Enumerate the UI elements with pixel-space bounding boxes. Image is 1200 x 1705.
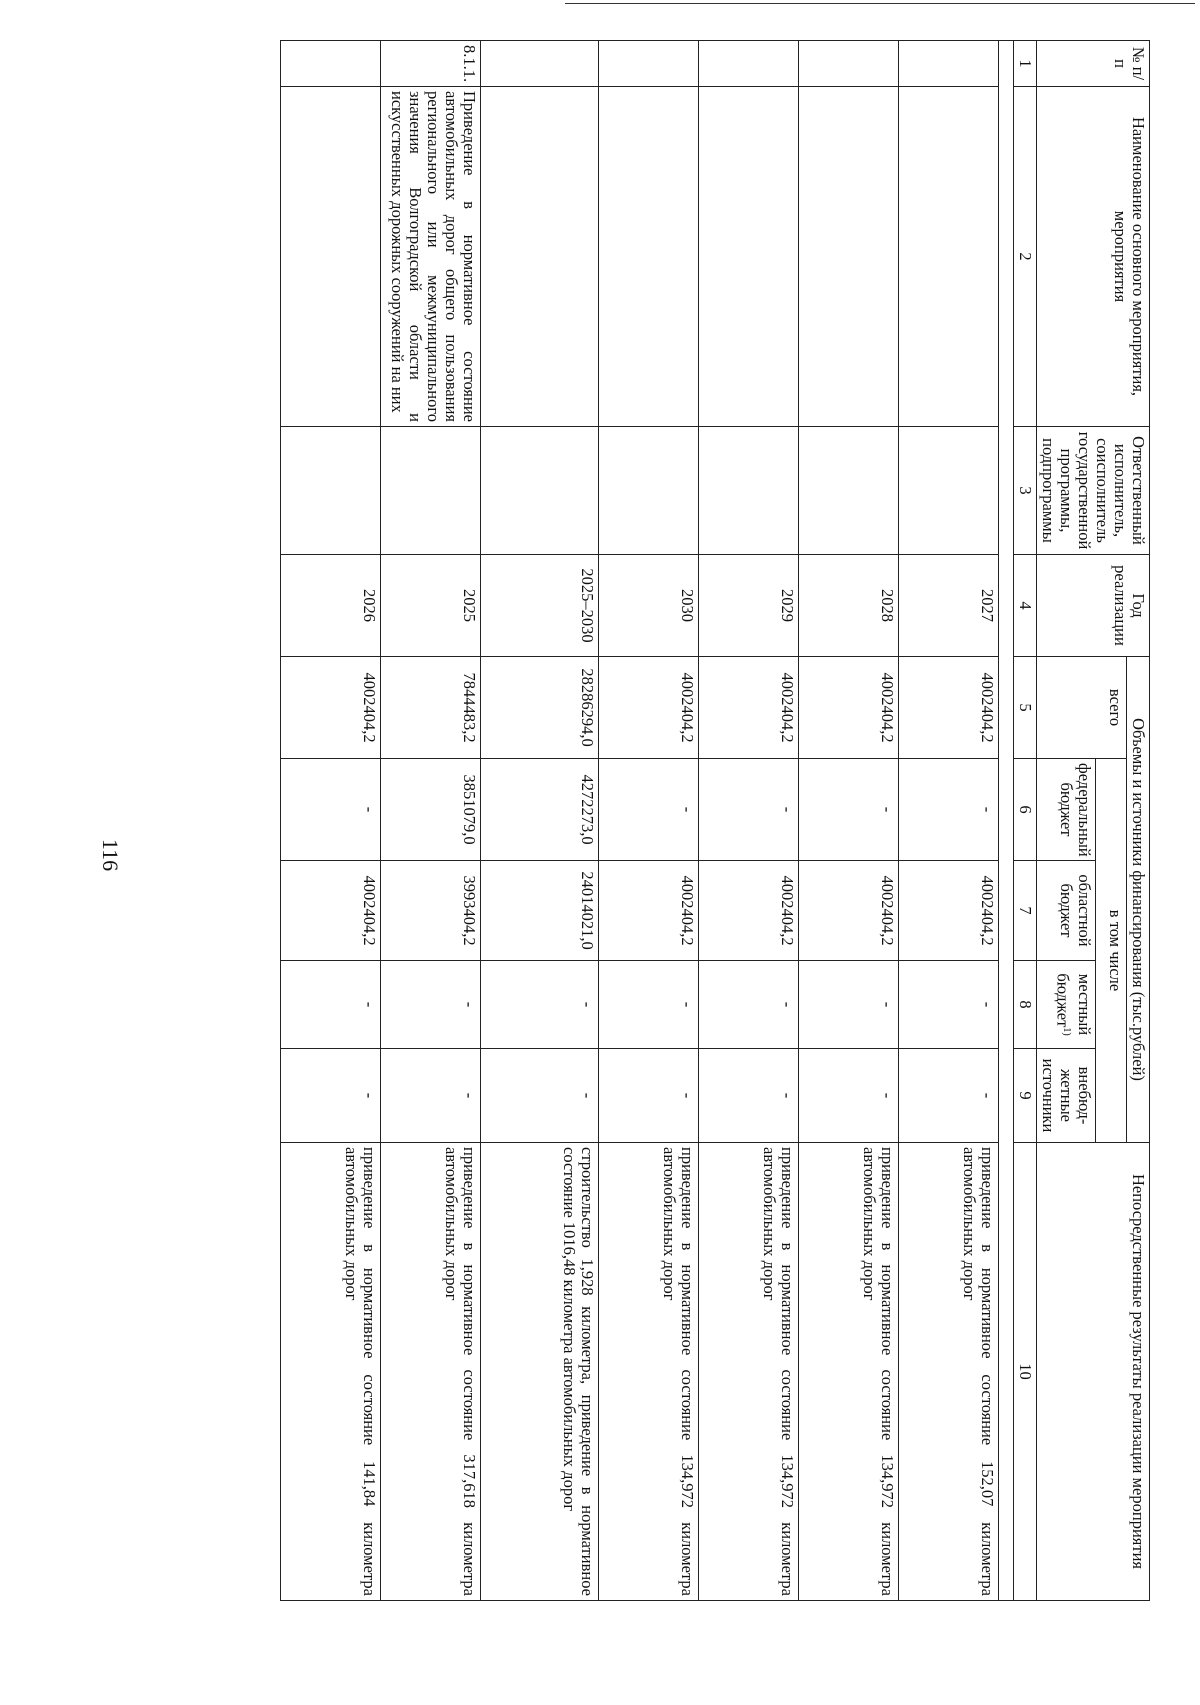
- column-number: 8: [1014, 961, 1037, 1049]
- row-name: [699, 87, 799, 427]
- column-number: 9: [1014, 1049, 1037, 1143]
- header-extra: внебюд-жетные источники: [1037, 1049, 1096, 1143]
- table-row: [899, 41, 999, 1601]
- row-year: 2028: [799, 555, 899, 657]
- row-executor: [899, 427, 999, 555]
- row-no: [899, 41, 999, 87]
- header-executor: Ответственный исполнитель, соисполнитель государственной программы, подпрограммы: [1037, 427, 1150, 555]
- table-row: [699, 41, 799, 1601]
- row-executor: [481, 427, 599, 555]
- row-total: 4002404,2: [281, 657, 381, 759]
- row-year: 2029: [699, 555, 799, 657]
- row-result: приведение в нормативное состояние 134,972 километра автомобильных дорог: [799, 1143, 899, 1601]
- row-extra: -: [281, 1049, 381, 1143]
- row-executor: [281, 427, 381, 555]
- row-extra: -: [699, 1049, 799, 1143]
- column-number: 1: [1014, 41, 1037, 87]
- column-number: 7: [1014, 861, 1037, 961]
- row-year: 2025–2030: [481, 555, 599, 657]
- header-total: всего: [1037, 657, 1127, 759]
- row-federal: 4272273,0: [481, 759, 599, 861]
- header-local-sup: 1): [1061, 1027, 1072, 1036]
- row-regional: 4002404,2: [281, 861, 381, 961]
- row-no: [799, 41, 899, 87]
- row-no: [699, 41, 799, 87]
- row-regional: 4002404,2: [899, 861, 999, 961]
- row-extra: -: [899, 1049, 999, 1143]
- row-regional: 3993404,2: [381, 861, 481, 961]
- scan-edge-line: [565, 3, 1195, 4]
- row-local: -: [699, 961, 799, 1049]
- header-results: Непосредственные результаты реализации мероприятия: [1037, 1143, 1150, 1601]
- row-no: 8.1.1.: [381, 41, 481, 87]
- row-total: 4002404,2: [799, 657, 899, 759]
- column-number: 10: [1014, 1143, 1037, 1601]
- row-regional: 4002404,2: [599, 861, 699, 961]
- header-federal: федеральный бюджет: [1037, 759, 1096, 861]
- header-no: № п/п: [1037, 41, 1150, 87]
- column-number: 6: [1014, 759, 1037, 861]
- row-federal: -: [799, 759, 899, 861]
- row-name: [799, 87, 899, 427]
- row-regional: 4002404,2: [799, 861, 899, 961]
- row-extra: -: [599, 1049, 699, 1143]
- row-result: приведение в нормативное состояние 141,84 километра автомобильных дорог: [281, 1143, 381, 1601]
- table-row: [481, 41, 599, 1601]
- row-name: [899, 87, 999, 427]
- row-extra: -: [381, 1049, 481, 1143]
- row-result: приведение в нормативное состояние 134,972 километра автомобильных дорог: [699, 1143, 799, 1601]
- row-no: [281, 41, 381, 87]
- row-local: -: [899, 961, 999, 1049]
- rotated-page: [0, 22, 1150, 1687]
- row-regional: 24014021,0: [481, 861, 599, 961]
- column-number: 5: [1014, 657, 1037, 759]
- row-executor: [799, 427, 899, 555]
- row-year: 2030: [599, 555, 699, 657]
- row-executor: [381, 427, 481, 555]
- row-name: [281, 87, 381, 427]
- header-funding: Объемы и источники финансирования (тыс.рублей): [1127, 657, 1150, 1143]
- header-including: в том числе: [1096, 759, 1127, 1143]
- header-local-text: местный бюджет: [1053, 973, 1094, 1036]
- header-row-1: [1127, 41, 1150, 1601]
- row-total: 4002404,2: [699, 657, 799, 759]
- row-total: 28286294,0: [481, 657, 599, 759]
- header-local: [1037, 961, 1096, 1049]
- row-local: -: [599, 961, 699, 1049]
- page-number: 116: [98, 838, 123, 872]
- row-total: 4002404,2: [899, 657, 999, 759]
- header-regional: областной бюджет: [1037, 861, 1096, 961]
- row-result: приведение в нормативное состояние 317,618 километра автомобильных дорог: [381, 1143, 481, 1601]
- table-row: [599, 41, 699, 1601]
- column-number-row: [1014, 41, 1037, 1601]
- row-executor: [699, 427, 799, 555]
- row-total: 7844483,2: [381, 657, 481, 759]
- row-year: 2026: [281, 555, 381, 657]
- row-no: [599, 41, 699, 87]
- row-result: строительство 1,928 километра, приведение в нормативное состояние 1016,48 километра автомобильных дорог: [481, 1143, 599, 1601]
- table-row: [381, 41, 481, 1601]
- row-year: 2027: [899, 555, 999, 657]
- column-number: 3: [1014, 427, 1037, 555]
- row-federal: -: [599, 759, 699, 861]
- row-extra: -: [799, 1049, 899, 1143]
- row-year: 2025: [381, 555, 481, 657]
- row-local: -: [481, 961, 599, 1049]
- column-number: 4: [1014, 555, 1037, 657]
- row-name: Приведение в нормативное состояние автомобильных дорог общего пользования регионального или межмуниципального значения Волгоградской области и искусственных дорожных сооружений на них: [381, 87, 481, 427]
- row-federal: 3851079,0: [381, 759, 481, 861]
- row-name: [481, 87, 599, 427]
- header-gap: [999, 41, 1014, 1601]
- header-year: Год реализации: [1037, 555, 1150, 657]
- row-extra: -: [481, 1049, 599, 1143]
- table-row: [799, 41, 899, 1601]
- row-local: -: [799, 961, 899, 1049]
- row-total: 4002404,2: [599, 657, 699, 759]
- row-local: -: [381, 961, 481, 1049]
- row-federal: -: [281, 759, 381, 861]
- row-federal: -: [899, 759, 999, 861]
- row-result: приведение в нормативное состояние 134,972 километра автомобильных дорог: [599, 1143, 699, 1601]
- table-row: [281, 41, 381, 1601]
- row-no: [481, 41, 599, 87]
- row-name: [599, 87, 699, 427]
- row-federal: -: [699, 759, 799, 861]
- header-name: Наименование основного мероприятия, мероприятия: [1037, 87, 1150, 427]
- row-executor: [599, 427, 699, 555]
- funding-table: [280, 40, 1150, 1601]
- row-local: -: [281, 961, 381, 1049]
- column-number: 2: [1014, 87, 1037, 427]
- row-result: приведение в нормативное состояние 152,07 километра автомобильных дорог: [899, 1143, 999, 1601]
- row-regional: 4002404,2: [699, 861, 799, 961]
